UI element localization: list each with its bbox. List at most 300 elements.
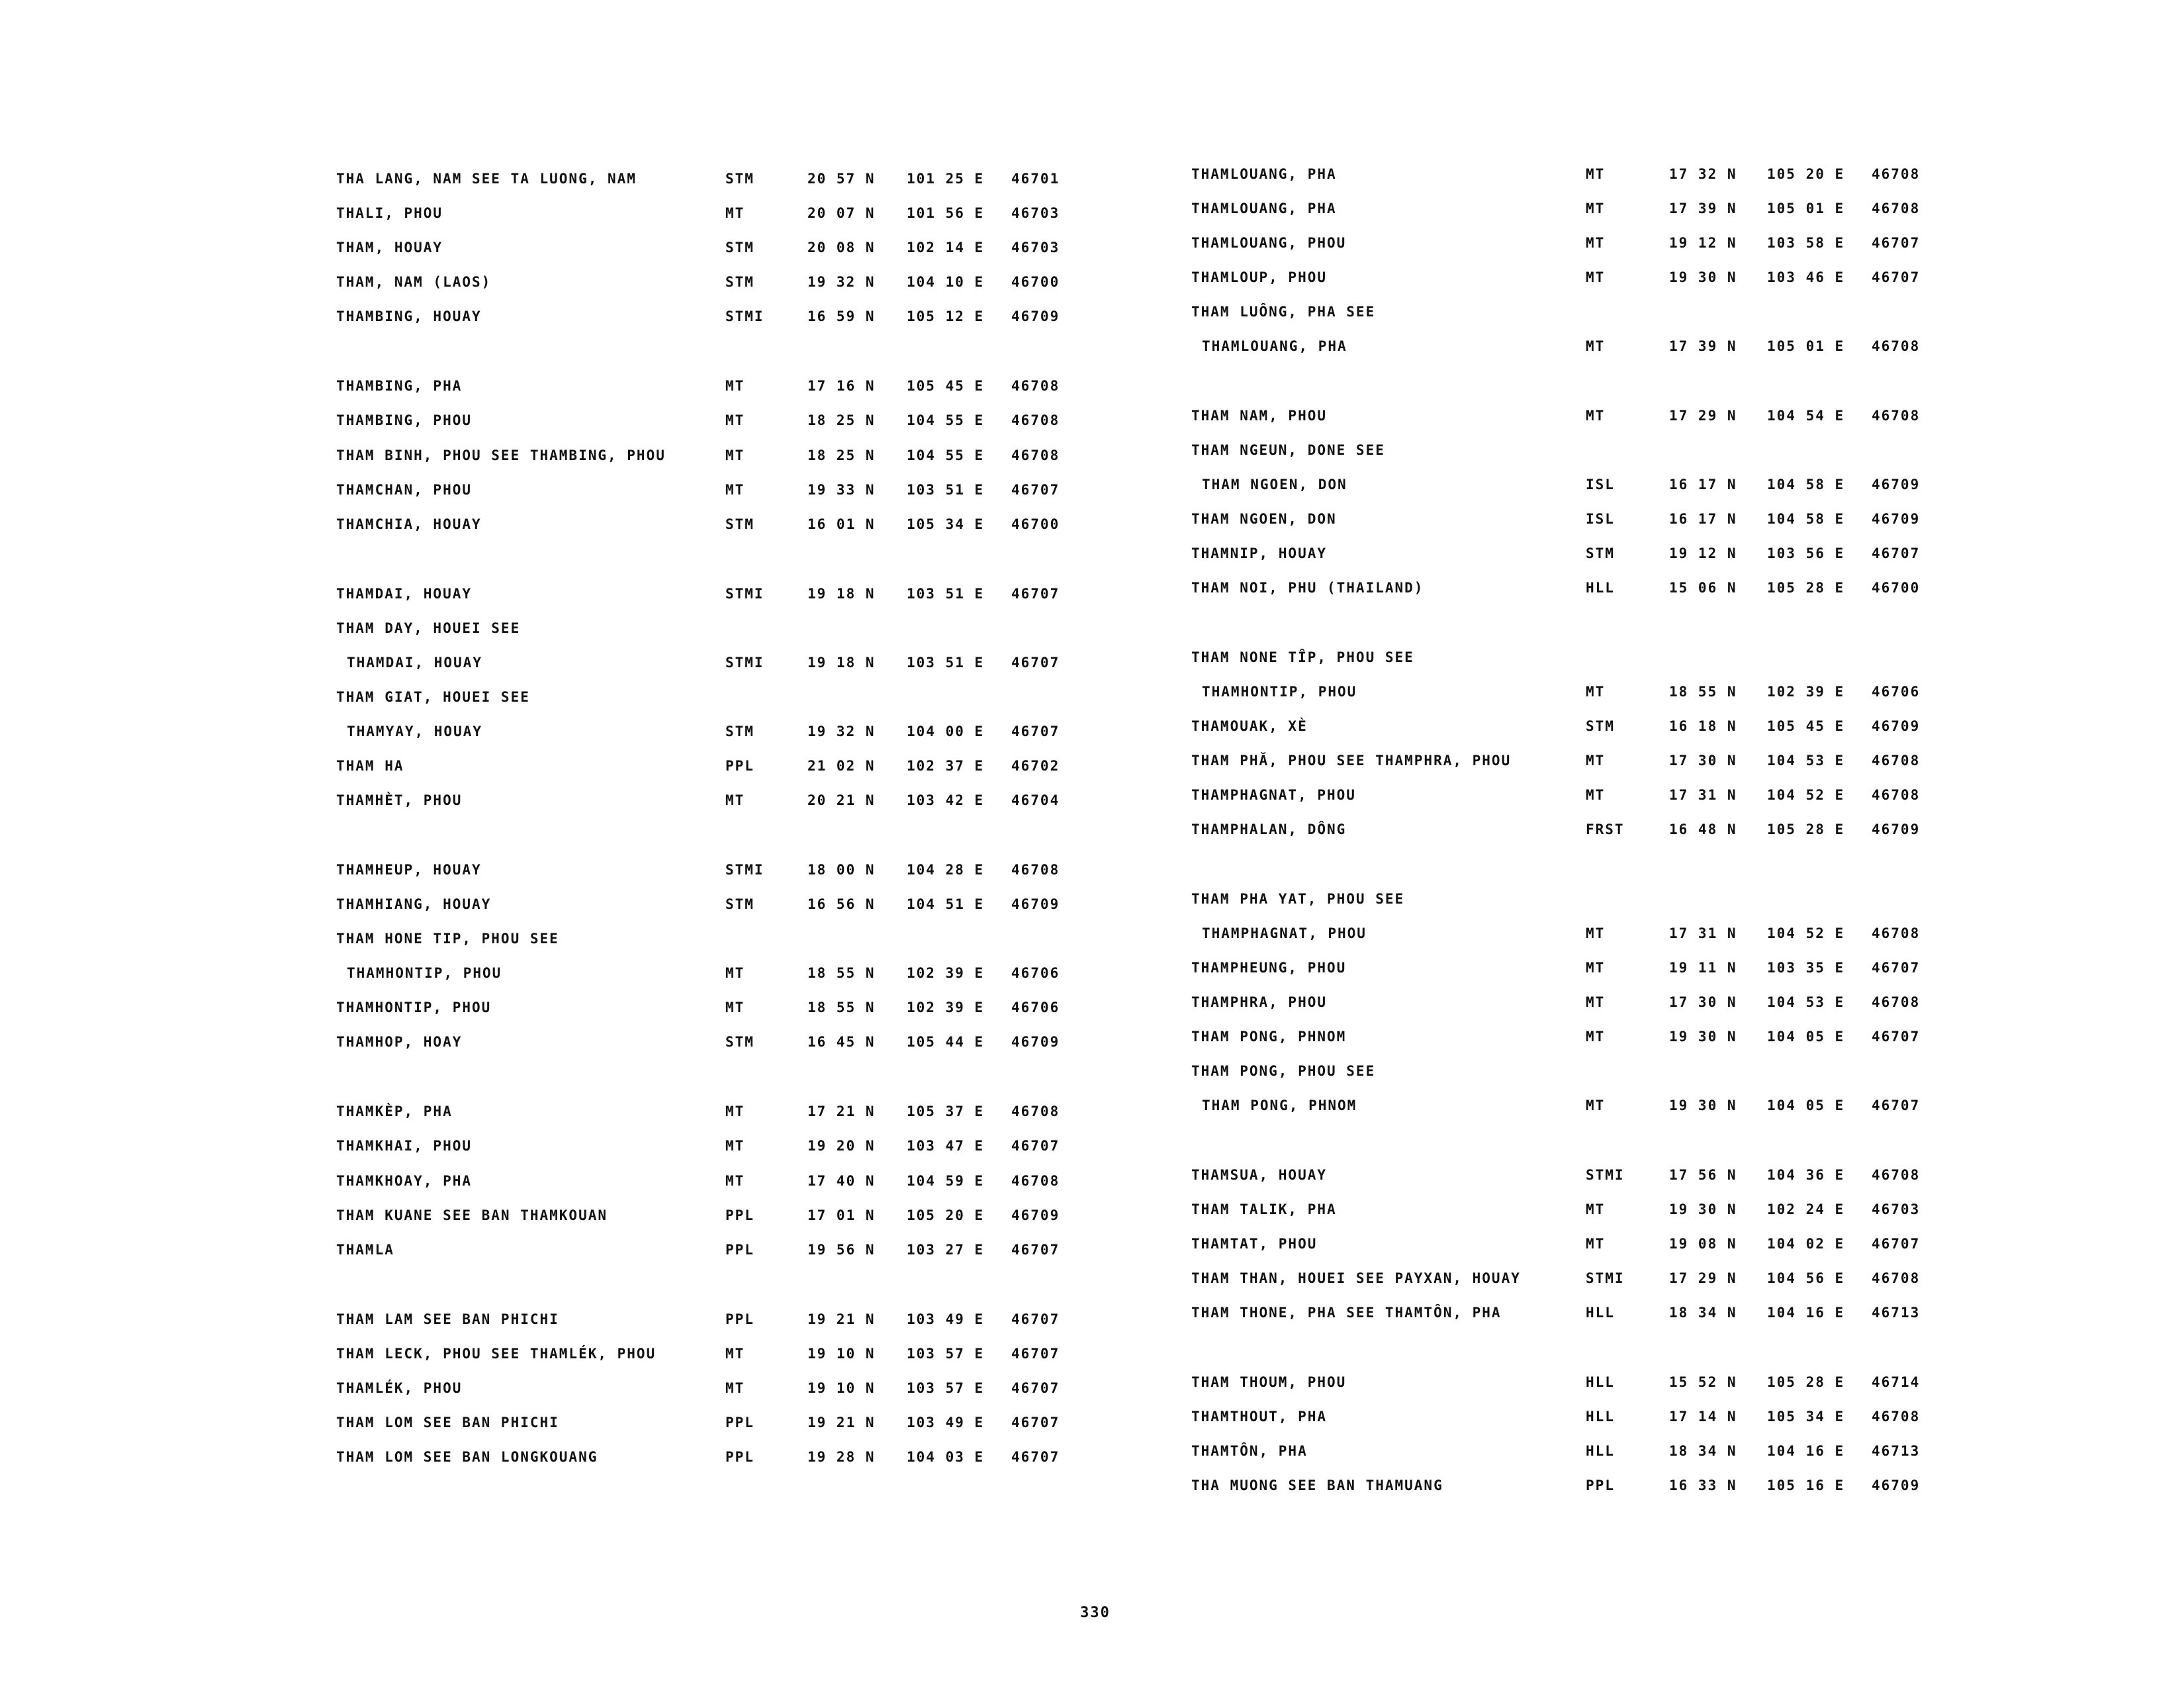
entry-type: MT: [1586, 235, 1606, 251]
entry-lon: 104 54 E: [1767, 408, 1845, 424]
entry-code: 46709: [1872, 821, 1921, 837]
entry-code: 46708: [1872, 787, 1921, 803]
entry-name: THAM LOM SEE BAN PHICHI: [336, 1415, 559, 1430]
entry-lon: 103 46 E: [1767, 269, 1845, 285]
entry-lat: 17 39 N: [1669, 338, 1737, 354]
entry-type: STMI: [725, 862, 764, 878]
entry-type: HLL: [1586, 1443, 1615, 1459]
entry-type: ISL: [1586, 511, 1615, 527]
entry-name: THAM THAN, HOUEI SEE PAYXAN, HOUAY: [1191, 1270, 1521, 1286]
entry-lat: 17 29 N: [1669, 1270, 1737, 1286]
entry-code: 46706: [1011, 965, 1060, 981]
entry-name: THAMBING, PHA: [336, 378, 463, 394]
entry-lat: 17 31 N: [1669, 787, 1737, 803]
entry-code: 46709: [1872, 1477, 1921, 1493]
entry-type: MT: [725, 965, 745, 981]
entry-code: 46709: [1872, 718, 1921, 734]
entry-type: STM: [725, 240, 754, 256]
entry-lon: 105 28 E: [1767, 580, 1845, 596]
entry-type: MT: [1586, 787, 1606, 803]
entry-type: STMI: [1586, 1270, 1625, 1286]
entry-name: THAMSUA, HOUAY: [1191, 1167, 1328, 1183]
entry-code: 46709: [1872, 477, 1921, 492]
entry-code: 46713: [1872, 1443, 1921, 1459]
entry-type: FRST: [1586, 821, 1625, 837]
entry-code: 46708: [1872, 1409, 1921, 1425]
entry-lat: 17 01 N: [807, 1207, 876, 1223]
entry-lon: 105 28 E: [1767, 1374, 1845, 1390]
entry-lat: 20 57 N: [807, 171, 876, 187]
entry-name: THAM NGOEN, DON: [1202, 477, 1347, 492]
entry-code: 46708: [1872, 408, 1921, 424]
entry-code: 46708: [1872, 1270, 1921, 1286]
entry-lon: 104 52 E: [1767, 787, 1845, 803]
entry-code: 46701: [1011, 171, 1060, 187]
entry-type: MT: [725, 1000, 745, 1015]
entry-code: 46700: [1872, 580, 1921, 596]
entry-code: 46707: [1011, 724, 1060, 739]
entry-lon: 103 27 E: [907, 1242, 985, 1258]
entry-type: MT: [725, 412, 745, 428]
entry-type: ISL: [1586, 477, 1615, 492]
entry-lat: 16 17 N: [1669, 511, 1737, 527]
entry-name: THAMHEUP, HOUAY: [336, 862, 482, 878]
entry-lat: 16 48 N: [1669, 821, 1737, 837]
entry-type: MT: [1586, 201, 1606, 216]
entry-lon: 103 58 E: [1767, 235, 1845, 251]
entry-lat: 16 18 N: [1669, 718, 1737, 734]
entry-name: THAMCHIA, HOUAY: [336, 516, 482, 532]
entry-lon: 105 28 E: [1767, 821, 1845, 837]
entry-name: THAM BINH, PHOU SEE THAMBING, PHOU: [336, 447, 666, 463]
entry-type: MT: [1586, 753, 1606, 769]
entry-code: 46700: [1011, 516, 1060, 532]
entry-type: MT: [1586, 1098, 1606, 1113]
entry-code: 46707: [1011, 482, 1060, 498]
entry-lon: 104 36 E: [1767, 1167, 1845, 1183]
entry-lon: 104 05 E: [1767, 1029, 1845, 1045]
entry-type: PPL: [725, 1415, 754, 1430]
entry-code: 46708: [1872, 1167, 1921, 1183]
entry-lon: 103 56 E: [1767, 545, 1845, 561]
entry-lat: 16 01 N: [807, 516, 876, 532]
entry-code: 46707: [1011, 586, 1060, 602]
entry-name: THAMLOUP, PHOU: [1191, 269, 1328, 285]
entry-name: THAM, HOUAY: [336, 240, 443, 256]
entry-type: STM: [1586, 718, 1615, 734]
entry-lat: 18 34 N: [1669, 1443, 1737, 1459]
entry-code: 46707: [1872, 235, 1921, 251]
entry-name: THAMLOUANG, PHA: [1191, 166, 1337, 182]
entry-lon: 104 55 E: [907, 447, 985, 463]
entry-name: THAM LECK, PHOU SEE THAMLÉK, PHOU: [336, 1346, 657, 1362]
entry-lon: 103 51 E: [907, 586, 985, 602]
entry-type: STM: [725, 274, 754, 290]
entry-type: STM: [725, 724, 754, 739]
entry-name: THAMLOUANG, PHA: [1202, 338, 1347, 354]
entry-lat: 19 33 N: [807, 482, 876, 498]
entry-lat: 17 56 N: [1669, 1167, 1737, 1183]
entry-type: PPL: [725, 1207, 754, 1223]
entry-type: PPL: [725, 758, 754, 774]
entry-type: MT: [725, 482, 745, 498]
entry-name: THAM HA: [336, 758, 404, 774]
entry-lat: 19 21 N: [807, 1415, 876, 1430]
entry-lon: 103 57 E: [907, 1380, 985, 1396]
entry-lon: 102 14 E: [907, 240, 985, 256]
entry-lon: 104 16 E: [1767, 1305, 1845, 1321]
entry-code: 46708: [1872, 166, 1921, 182]
entry-name: THAM GIAT, HOUEI SEE: [336, 689, 530, 705]
entry-lon: 105 45 E: [907, 378, 985, 394]
entry-lon: 104 56 E: [1767, 1270, 1845, 1286]
entry-code: 46707: [1872, 1098, 1921, 1113]
entry-code: 46706: [1872, 684, 1921, 700]
entry-lat: 19 11 N: [1669, 960, 1737, 976]
entry-lon: 103 51 E: [907, 482, 985, 498]
entry-lon: 102 37 E: [907, 758, 985, 774]
entry-type: MT: [725, 1346, 745, 1362]
entry-lon: 101 25 E: [907, 171, 985, 187]
entry-type: STM: [1586, 545, 1615, 561]
entry-code: 46707: [1872, 269, 1921, 285]
entry-code: 46707: [1872, 1029, 1921, 1045]
entry-name: THAM NOI, PHU (THAILAND): [1191, 580, 1424, 596]
entry-type: MT: [725, 1103, 745, 1119]
entry-lon: 104 05 E: [1767, 1098, 1845, 1113]
entry-lon: 105 44 E: [907, 1034, 985, 1050]
entry-type: STM: [725, 1034, 754, 1050]
entry-lon: 104 03 E: [907, 1449, 985, 1465]
entry-lat: 16 17 N: [1669, 477, 1737, 492]
entry-lon: 105 01 E: [1767, 201, 1845, 216]
entry-code: 46709: [1011, 1034, 1060, 1050]
entry-name: THAMHIANG, HOUAY: [336, 896, 492, 912]
entry-lat: 18 55 N: [1669, 684, 1737, 700]
entry-code: 46707: [1011, 1242, 1060, 1258]
entry-lat: 17 14 N: [1669, 1409, 1737, 1425]
entry-code: 46703: [1011, 240, 1060, 256]
entry-lon: 103 47 E: [907, 1138, 985, 1154]
entry-name: THALI, PHOU: [336, 205, 443, 221]
entry-name: THAMYAY, HOUAY: [347, 724, 483, 739]
entry-lon: 104 58 E: [1767, 477, 1845, 492]
entry-type: MT: [1586, 960, 1606, 976]
entry-type: HLL: [1586, 1305, 1615, 1321]
entry-lat: 19 30 N: [1669, 1098, 1737, 1113]
entry-name: THAM LOM SEE BAN LONGKOUANG: [336, 1449, 598, 1465]
entry-code: 46709: [1872, 511, 1921, 527]
entry-name: THAM PHA YAT, PHOU SEE: [1191, 891, 1405, 907]
entry-lat: 17 21 N: [807, 1103, 876, 1119]
entry-lat: 20 08 N: [807, 240, 876, 256]
entry-lon: 101 56 E: [907, 205, 985, 221]
entry-name: THAMLA: [336, 1242, 394, 1258]
entry-name: THAMLOUANG, PHA: [1191, 201, 1337, 216]
entry-code: 46709: [1011, 896, 1060, 912]
entry-code: 46708: [1011, 412, 1060, 428]
entry-lat: 15 52 N: [1669, 1374, 1737, 1390]
entry-lon: 104 10 E: [907, 274, 985, 290]
entry-lon: 105 34 E: [907, 516, 985, 532]
entry-lat: 19 20 N: [807, 1138, 876, 1154]
entry-type: PPL: [725, 1242, 754, 1258]
entry-type: MT: [725, 1173, 745, 1189]
entry-name: THAMHONTIP, PHOU: [336, 1000, 492, 1015]
entry-name: THAM NONE TÎP, PHOU SEE: [1191, 649, 1414, 665]
entry-type: MT: [1586, 166, 1606, 182]
entry-name: THA LANG, NAM SEE TA LUONG, NAM: [336, 171, 637, 187]
entry-type: PPL: [1586, 1477, 1615, 1493]
entry-code: 46708: [1872, 994, 1921, 1010]
entry-type: MT: [725, 1380, 745, 1396]
entry-lon: 102 39 E: [907, 965, 985, 981]
entry-name: THAMTAT, PHOU: [1191, 1236, 1318, 1252]
entry-lon: 104 00 E: [907, 724, 985, 739]
entry-lon: 102 39 E: [907, 1000, 985, 1015]
entry-type: HLL: [1586, 1374, 1615, 1390]
entry-lat: 17 32 N: [1669, 166, 1737, 182]
entry-code: 46713: [1872, 1305, 1921, 1321]
entry-lon: 104 55 E: [907, 412, 985, 428]
entry-code: 46707: [1011, 1380, 1060, 1396]
entry-lat: 18 34 N: [1669, 1305, 1737, 1321]
entry-name: THAMLÉK, PHOU: [336, 1380, 463, 1396]
entry-lat: 19 12 N: [1669, 545, 1737, 561]
entry-name: THAM PHĂ, PHOU SEE THAMPHRA, PHOU: [1191, 753, 1512, 769]
entry-name: THAMHONTIP, PHOU: [347, 965, 502, 981]
entry-name: THAMHÈT, PHOU: [336, 792, 463, 808]
entry-code: 46708: [1011, 447, 1060, 463]
entry-code: 46708: [1872, 338, 1921, 354]
entry-lat: 18 55 N: [807, 965, 876, 981]
entry-name: THAM HONE TIP, PHOU SEE: [336, 931, 559, 947]
entry-lon: 102 24 E: [1767, 1201, 1845, 1217]
entry-lon: 103 51 E: [907, 655, 985, 671]
entry-type: STMI: [1586, 1167, 1625, 1183]
entry-code: 46708: [1011, 1103, 1060, 1119]
entry-name: THAMHONTIP, PHOU: [1202, 684, 1357, 700]
entry-name: THAM PONG, PHOU SEE: [1191, 1063, 1376, 1079]
entry-lon: 103 35 E: [1767, 960, 1845, 976]
entry-type: STM: [725, 171, 754, 187]
entry-type: MT: [725, 792, 745, 808]
entry-lon: 105 20 E: [1767, 166, 1845, 182]
entry-lat: 19 30 N: [1669, 269, 1737, 285]
entry-type: STMI: [725, 655, 764, 671]
entry-name: THAMBING, HOUAY: [336, 308, 482, 324]
entry-lat: 17 31 N: [1669, 925, 1737, 941]
entry-lon: 103 57 E: [907, 1346, 985, 1362]
entry-type: STMI: [725, 586, 764, 602]
entry-code: 46703: [1011, 205, 1060, 221]
entry-name: THAMKHAI, PHOU: [336, 1138, 473, 1154]
entry-type: HLL: [1586, 1409, 1615, 1425]
entry-code: 46707: [1011, 1449, 1060, 1465]
entry-lat: 19 32 N: [807, 274, 876, 290]
entry-name: THAMHOP, HOAY: [336, 1034, 463, 1050]
entry-lon: 105 37 E: [907, 1103, 985, 1119]
entry-lon: 103 42 E: [907, 792, 985, 808]
entry-lat: 17 16 N: [807, 378, 876, 394]
entry-code: 46714: [1872, 1374, 1921, 1390]
entry-lon: 102 39 E: [1767, 684, 1845, 700]
entry-code: 46703: [1872, 1201, 1921, 1217]
entry-lat: 15 06 N: [1669, 580, 1737, 596]
entry-code: 46708: [1011, 1173, 1060, 1189]
entry-name: THAMDAI, HOUAY: [347, 655, 483, 671]
entry-name: THAM THOUM, PHOU: [1191, 1374, 1347, 1390]
entry-name: THAMPHRA, PHOU: [1191, 994, 1328, 1010]
entry-lat: 18 25 N: [807, 447, 876, 463]
entry-code: 46704: [1011, 792, 1060, 808]
entry-lat: 19 12 N: [1669, 235, 1737, 251]
entry-lon: 104 28 E: [907, 862, 985, 878]
entry-code: 46707: [1011, 1311, 1060, 1327]
entry-lon: 105 34 E: [1767, 1409, 1845, 1425]
entry-name: THAMTHOUT, PHA: [1191, 1409, 1328, 1425]
entry-name: THAMNIP, HOUAY: [1191, 545, 1328, 561]
entry-lon: 104 53 E: [1767, 994, 1845, 1010]
entry-name: THAM LAM SEE BAN PHICHI: [336, 1311, 559, 1327]
entry-name: THAM NGEUN, DONE SEE: [1191, 442, 1385, 458]
entry-name: THAMPHAGNAT, PHOU: [1191, 787, 1356, 803]
entry-name: THA MUONG SEE BAN THAMUANG: [1191, 1477, 1443, 1493]
entry-name: THAM TALIK, PHA: [1191, 1201, 1337, 1217]
entry-lon: 105 45 E: [1767, 718, 1845, 734]
entry-lat: 18 00 N: [807, 862, 876, 878]
entry-code: 46707: [1011, 1138, 1060, 1154]
entry-lat: 16 45 N: [807, 1034, 876, 1050]
entry-lat: 17 30 N: [1669, 753, 1737, 769]
entry-lat: 16 33 N: [1669, 1477, 1737, 1493]
entry-lon: 104 53 E: [1767, 753, 1845, 769]
entry-lon: 104 52 E: [1767, 925, 1845, 941]
entry-type: MT: [725, 447, 745, 463]
entry-name: THAM KUANE SEE BAN THAMKOUAN: [336, 1207, 608, 1223]
entry-code: 46706: [1011, 1000, 1060, 1015]
entry-lat: 19 32 N: [807, 724, 876, 739]
entry-type: MT: [1586, 1029, 1606, 1045]
entry-lat: 17 30 N: [1669, 994, 1737, 1010]
entry-code: 46708: [1872, 925, 1921, 941]
entry-lon: 104 02 E: [1767, 1236, 1845, 1252]
entry-name: THAM NGOEN, DON: [1191, 511, 1337, 527]
entry-lat: 19 10 N: [807, 1380, 876, 1396]
entry-lat: 19 10 N: [807, 1346, 876, 1362]
entry-name: THAMTÔN, PHA: [1191, 1443, 1308, 1459]
entry-lon: 103 49 E: [907, 1415, 985, 1430]
entry-lat: 20 07 N: [807, 205, 876, 221]
entry-lat: 17 29 N: [1669, 408, 1737, 424]
entry-type: HLL: [1586, 580, 1615, 596]
entry-lon: 105 20 E: [907, 1207, 985, 1223]
entry-lon: 104 58 E: [1767, 511, 1845, 527]
entry-name: THAM DAY, HOUEI SEE: [336, 620, 521, 636]
entry-lat: 17 40 N: [807, 1173, 876, 1189]
entry-code: 46707: [1011, 655, 1060, 671]
entry-lat: 17 39 N: [1669, 201, 1737, 216]
entry-type: STM: [725, 516, 754, 532]
entry-code: 46707: [1872, 545, 1921, 561]
entry-lat: 19 30 N: [1669, 1201, 1737, 1217]
entry-name: THAMKHOAY, PHA: [336, 1173, 473, 1189]
entry-name: THAM THONE, PHA SEE THAMTÔN, PHA: [1191, 1305, 1502, 1321]
entry-lat: 16 59 N: [807, 308, 876, 324]
entry-lat: 19 21 N: [807, 1311, 876, 1327]
entry-lat: 18 55 N: [807, 1000, 876, 1015]
entry-lat: 21 02 N: [807, 758, 876, 774]
entry-lon: 105 01 E: [1767, 338, 1845, 354]
entry-type: MT: [1586, 994, 1606, 1010]
entry-name: THAMBING, PHOU: [336, 412, 473, 428]
entry-code: 46708: [1011, 862, 1060, 878]
entry-code: 46707: [1011, 1415, 1060, 1430]
entry-lat: 19 56 N: [807, 1242, 876, 1258]
entry-code: 46702: [1011, 758, 1060, 774]
entry-type: MT: [1586, 408, 1606, 424]
entry-lon: 104 16 E: [1767, 1443, 1845, 1459]
entry-name: THAMKÈP, PHA: [336, 1103, 453, 1119]
entry-lat: 18 25 N: [807, 412, 876, 428]
entry-name: THAMDAI, HOUAY: [336, 586, 473, 602]
entry-code: 46709: [1011, 308, 1060, 324]
entry-lat: 20 21 N: [807, 792, 876, 808]
entry-type: STMI: [725, 308, 764, 324]
entry-type: PPL: [725, 1449, 754, 1465]
entry-code: 46707: [1872, 960, 1921, 976]
entry-lon: 104 59 E: [907, 1173, 985, 1189]
entry-name: THAMLOUANG, PHOU: [1191, 235, 1347, 251]
entry-type: MT: [1586, 1201, 1606, 1217]
entry-name: THAMPHEUNG, PHOU: [1191, 960, 1347, 976]
entry-lat: 19 08 N: [1669, 1236, 1737, 1252]
entry-type: MT: [1586, 338, 1606, 354]
page-number: 330: [1080, 1605, 1111, 1621]
entry-lat: 19 18 N: [807, 655, 876, 671]
entry-name: THAM LUÔNG, PHA SEE: [1191, 304, 1376, 320]
entry-lon: 104 51 E: [907, 896, 985, 912]
entry-name: THAM PONG, PHNOM: [1202, 1098, 1357, 1113]
entry-name: THAM NAM, PHOU: [1191, 408, 1328, 424]
entry-type: PPL: [725, 1311, 754, 1327]
entry-lon: 105 12 E: [907, 308, 985, 324]
entry-lon: 105 16 E: [1767, 1477, 1845, 1493]
entry-code: 46700: [1011, 274, 1060, 290]
entry-type: MT: [1586, 684, 1606, 700]
entry-type: MT: [1586, 269, 1606, 285]
entry-name: THAMOUAK, XÈ: [1191, 718, 1308, 734]
entry-lat: 19 28 N: [807, 1449, 876, 1465]
entry-code: 46708: [1872, 753, 1921, 769]
entry-type: MT: [725, 205, 745, 221]
entry-code: 46707: [1011, 1346, 1060, 1362]
entry-name: THAMCHAN, PHOU: [336, 482, 473, 498]
entry-type: MT: [725, 378, 745, 394]
entry-name: THAM PONG, PHNOM: [1191, 1029, 1347, 1045]
entry-lat: 16 56 N: [807, 896, 876, 912]
entry-lon: 103 49 E: [907, 1311, 985, 1327]
entry-lat: 19 30 N: [1669, 1029, 1737, 1045]
entry-name: THAM, NAM (LAOS): [336, 274, 492, 290]
entry-code: 46708: [1872, 201, 1921, 216]
entry-type: MT: [1586, 925, 1606, 941]
entry-name: THAMPHAGNAT, PHOU: [1202, 925, 1367, 941]
entry-code: 46707: [1872, 1236, 1921, 1252]
entry-type: MT: [725, 1138, 745, 1154]
entry-code: 46708: [1011, 378, 1060, 394]
entry-name: THAMPHALAN, DÔNG: [1191, 821, 1347, 837]
